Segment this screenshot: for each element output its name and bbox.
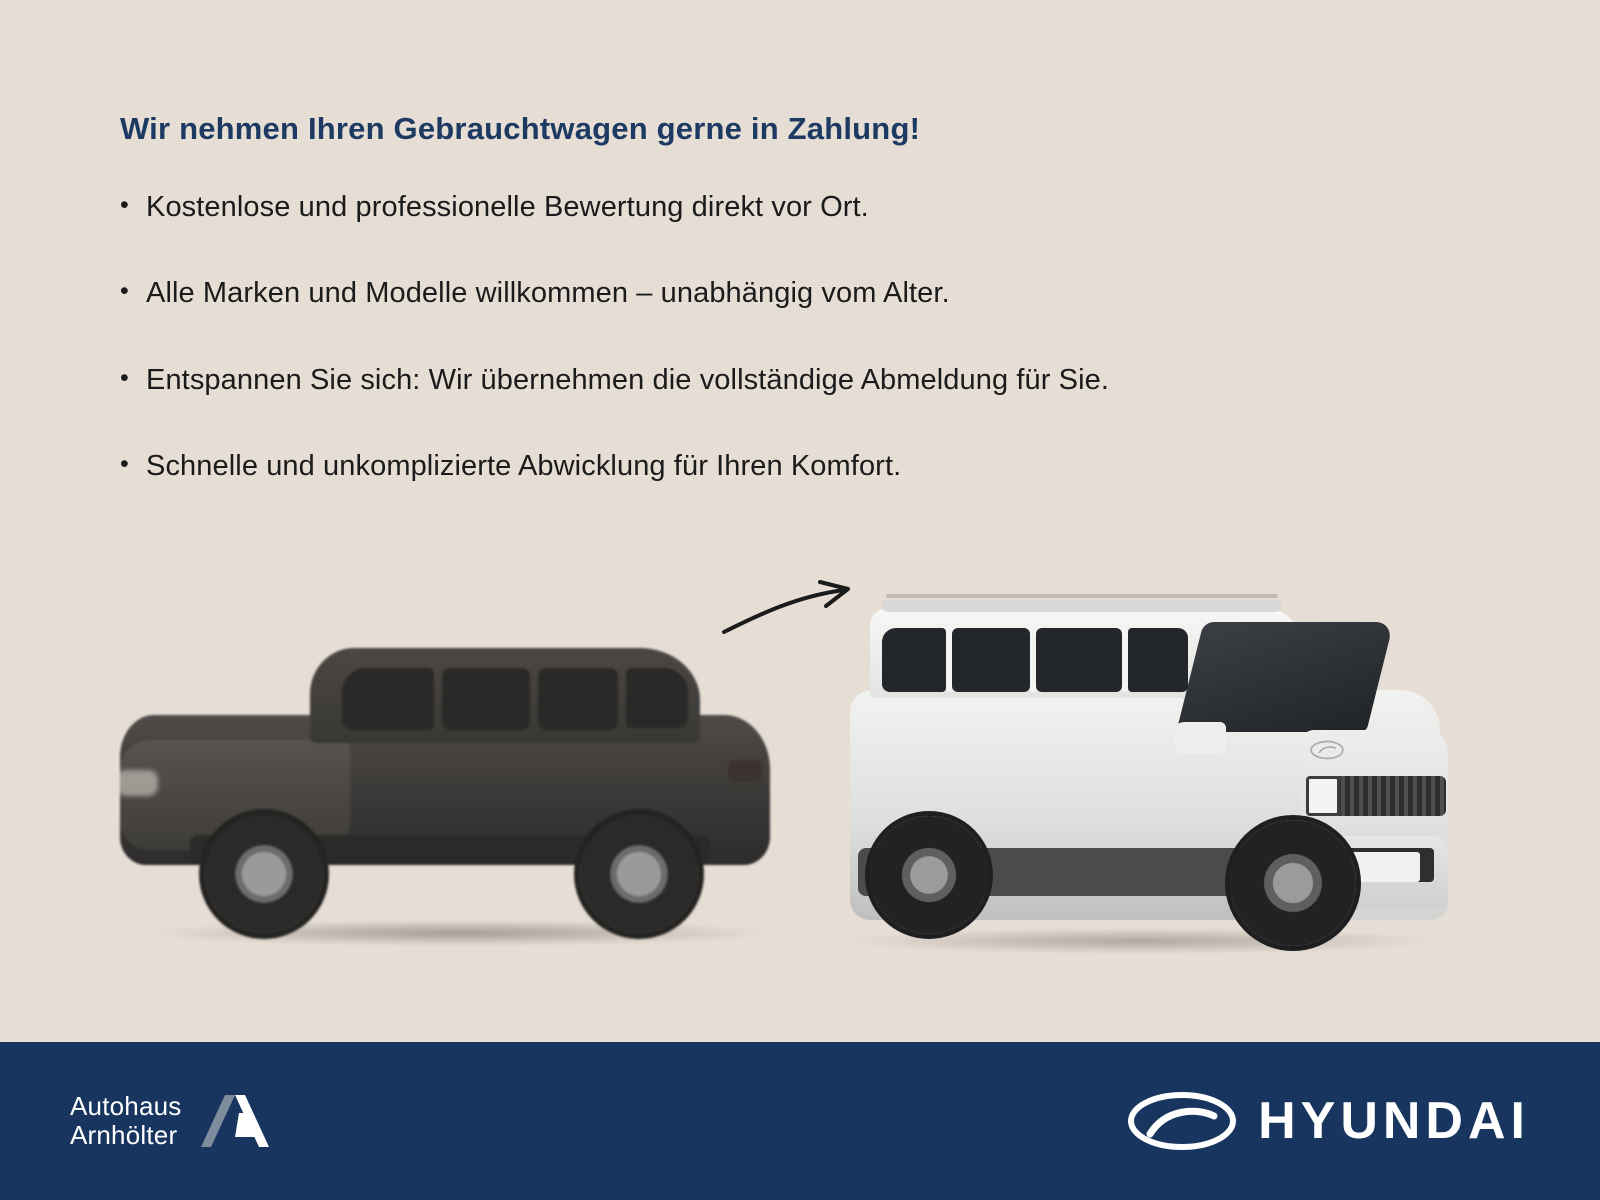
vehicle-wheel <box>205 815 323 933</box>
vehicle-wheel <box>870 816 988 934</box>
list-item <box>120 189 1460 225</box>
old-used-suv-silhouette <box>110 620 790 960</box>
hyundai-oval-h-icon <box>1128 1092 1236 1150</box>
side-mirror <box>1174 722 1226 754</box>
list-item <box>120 275 1460 311</box>
bullet-dot-icon: • <box>120 191 129 220</box>
vehicle-wheel <box>1230 820 1356 946</box>
list-item-label: Entspannen Sie sich: Wir übernehmen die vollständige Abmeldung für Sie. <box>146 363 1110 396</box>
text-content <box>120 110 1460 534</box>
arnhoelter-a-mark-icon <box>195 1093 281 1149</box>
footer-bar <box>0 1042 1600 1200</box>
vehicle-window <box>626 668 688 728</box>
vehicle-window <box>1128 628 1188 692</box>
list-item-label: Schnelle und unkomplizierte Abwicklung für Ihren Komfort. <box>146 449 902 482</box>
vehicle-window <box>882 628 946 692</box>
list-item <box>120 362 1460 398</box>
roof-rail <box>882 600 1282 612</box>
hyundai-wordmark: HYUNDAI <box>1258 1092 1530 1150</box>
bullet-dot-icon: • <box>120 277 129 306</box>
vehicle-pillar <box>1030 628 1036 692</box>
dealer-name-line2: Arnhölter <box>70 1120 178 1150</box>
vehicle-headlight <box>116 770 158 796</box>
vehicle-window <box>342 668 434 730</box>
page-title: Wir nehmen Ihren Gebrauchtwagen gerne in Zahlung! <box>120 111 921 146</box>
dealer-name <box>70 1092 181 1150</box>
hyundai-brand-logo[interactable] <box>1128 1091 1530 1151</box>
vehicle-wheel <box>580 815 698 933</box>
vehicle-window <box>538 668 618 730</box>
list-item-label: Alle Marken und Modelle willkommen – unabhängig vom Alter. <box>146 277 950 310</box>
vehicle-headlight <box>1306 776 1340 816</box>
bullet-dot-icon: • <box>120 363 129 392</box>
windshield <box>1176 622 1393 732</box>
bullet-dot-icon: • <box>120 449 129 478</box>
list-item-label: Kostenlose und professionelle Bewertung direkt vor Ort. <box>146 191 869 224</box>
hyundai-logo-badge <box>1310 740 1344 760</box>
vehicle-window <box>442 668 530 730</box>
license-plate <box>1350 852 1420 882</box>
benefit-list <box>120 189 1460 484</box>
dealer-name-line1: Autohaus <box>70 1090 182 1121</box>
new-hyundai-santa-fe-suv <box>830 580 1490 1000</box>
dealer-logo[interactable] <box>70 1092 281 1150</box>
list-item <box>120 448 1460 484</box>
vehicle-taillight <box>728 760 762 782</box>
vehicle-pillar <box>1122 628 1128 692</box>
vehicle-window <box>952 628 1030 692</box>
vehicle-window <box>1036 628 1122 692</box>
vehicle-pillar <box>946 628 952 692</box>
vehicle-illustration <box>0 560 1600 1020</box>
